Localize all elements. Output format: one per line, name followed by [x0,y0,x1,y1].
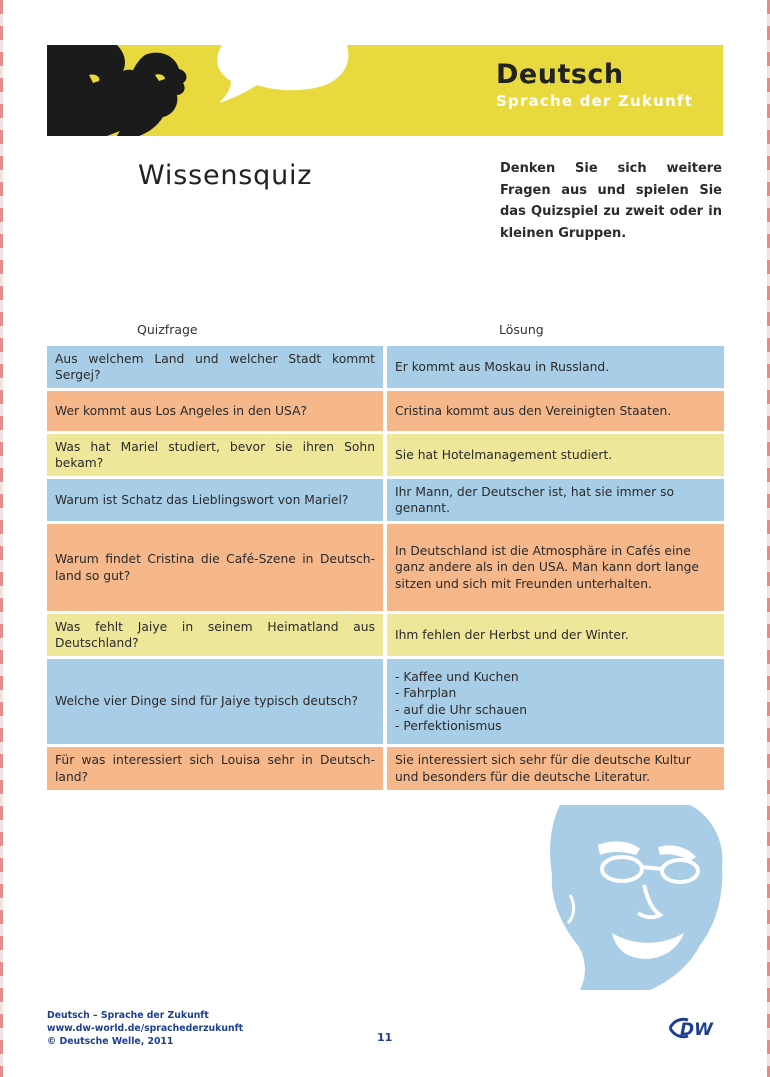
table-row [47,614,724,659]
footer-line-3: © Deutsche Welle, 2011 [47,1036,174,1047]
list-item: - auf die Uhr schauen [395,702,716,719]
answer-cell: Sie interessiert sich sehr für die deutsche Kultur und besonders für die deutsche Literatur. [383,747,724,793]
answer-cell: In Deutschland ist die Atmosphäre in Cafés eine ganz andere als in den USA. Man kann dort lange sitzen und sich mit Freunden unterhalten. [383,524,724,614]
table-row [47,747,724,793]
header-banner [47,45,723,136]
answer-cell: Ihm fehlen der Herbst und der Winter. [383,614,724,659]
list-item: - Kaffee und Kuchen [395,669,716,686]
face-illustration [540,805,725,990]
question-cell: Warum findet Cristina die Café-Szene in Deutschland so gut? [47,524,383,614]
column-header-question: Quizfrage [137,322,198,337]
page-edge-left [0,0,3,1077]
footer-line-1: Deutsch – Sprache der Zukunft [47,1010,209,1021]
table-row [47,659,724,747]
question-cell: Welche vier Dinge sind für Jaiye typisch deutsch? [47,659,383,747]
answer-cell: Cristina kommt aus den Vereinigten Staaten. [383,391,724,434]
answer-cell: Sie hat Hotelmanagement studiert. [383,434,724,479]
footer-line-2: www.dw-world.de/sprachederzukunft [47,1023,244,1034]
question-cell: Was hat Mariel studiert, bevor sie ihren Sohn bekam? [47,434,383,479]
header-title-block [496,59,701,110]
answer-cell: Er kommt aus Moskau in Russland. [383,346,724,391]
table-row [47,346,724,391]
answer-list [395,669,716,735]
list-item: - Perfektionismus [395,718,716,735]
table-row [47,479,724,524]
table-row [47,524,724,614]
page-title: Wissensquiz [138,160,313,191]
quiz-table [47,346,724,793]
footer-credits [47,1009,243,1048]
header-title: Deutsch [496,59,624,90]
question-cell: Warum ist Schatz das Lieblingswort von Mariel? [47,479,383,524]
speakers-silhouette-illustration [47,45,367,136]
dw-logo-icon [668,1016,726,1040]
dw-logo-text: DW [680,1020,713,1040]
header-subtitle: Sprache der Zukunft [496,92,693,110]
intro-text: Denken Sie sich weitere Fragen aus und spielen Sie das Quizspiel zu zweit oder in kleinen Gruppen. [500,161,722,241]
table-row [47,434,724,479]
question-cell: Für was interessiert sich Louisa sehr in Deutschland? [47,747,383,793]
list-item: - Fahrplan [395,685,716,702]
table-row [47,391,724,434]
question-cell: Aus welchem Land und welcher Stadt kommt Sergej? [47,346,383,391]
answer-cell [383,659,724,747]
column-header-answer: Lösung [499,322,544,337]
question-cell: Wer kommt aus Los Angeles in den USA? [47,391,383,434]
answer-cell: Ihr Mann, der Deutscher ist, hat sie immer so genannt. [383,479,724,524]
question-cell: Was fehlt Jaiye in seinem Heimatland aus Deutschland? [47,614,383,659]
page-number: 11 [377,1031,393,1044]
